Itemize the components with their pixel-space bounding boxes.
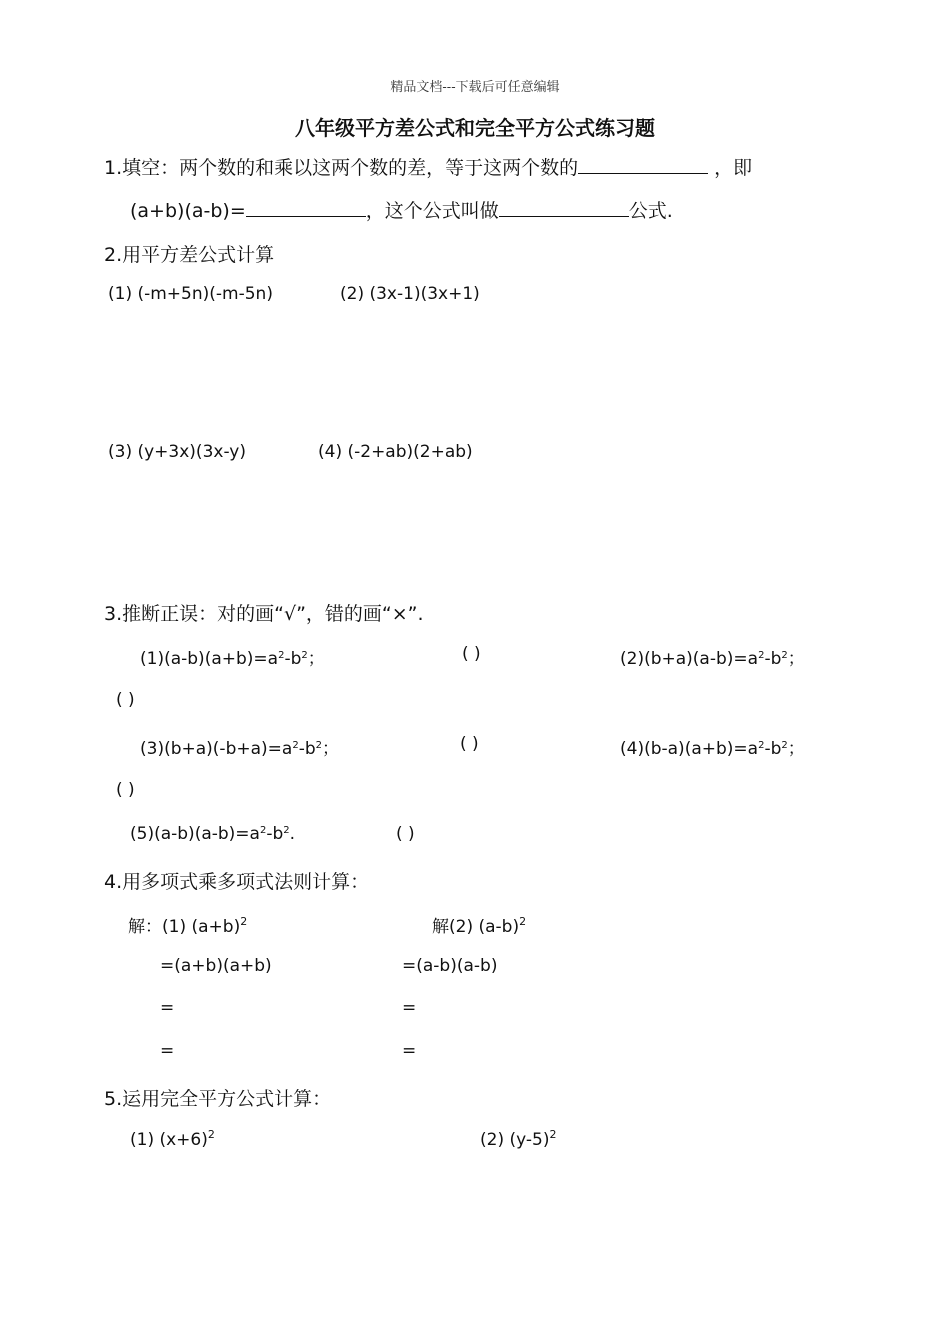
page-title: 八年级平方差公式和完全平方公式练习题: [295, 116, 655, 140]
q1-text-mid: ，这个公式叫做: [365, 200, 499, 222]
q1-text-end: ，即: [714, 157, 753, 179]
exp: 2: [781, 650, 788, 661]
q3-answer-2[interactable]: ( ): [116, 690, 135, 710]
q3-item-4: [620, 734, 805, 759]
q1-line1: [104, 153, 752, 180]
q4-left-expr: 解：(1) (a+b): [128, 917, 241, 937]
exp: 2: [758, 650, 765, 661]
semicolon: ；: [787, 739, 805, 759]
q1-text-tail: 公式.: [628, 200, 673, 222]
period: .: [289, 824, 296, 844]
q1-line2: [130, 196, 673, 223]
exp: 2: [292, 740, 299, 751]
q3-answer-5[interactable]: ( ): [396, 824, 415, 844]
q3-item-2-b: -b: [764, 649, 782, 669]
exp: 2: [207, 1128, 215, 1141]
q5-heading: 5.运用完全平方公式计算：: [104, 1088, 332, 1110]
q3-item-1-lhs: (1)(a-b)(a+b)=a: [140, 649, 279, 669]
semicolon: ；: [322, 739, 339, 759]
q3-item-5-lhs: (5)(a-b)(a-b)=a: [130, 824, 260, 844]
exp: 2: [519, 915, 527, 928]
exp: 2: [240, 915, 248, 928]
q1-blank-1[interactable]: [578, 155, 708, 174]
q1-blank-3[interactable]: [499, 198, 629, 217]
q5-problem-2: [480, 1128, 556, 1150]
q3-item-3-lhs: (3)(b+a)(-b+a)=a: [140, 739, 293, 759]
page-header: 精品文档---下载后可任意编辑: [390, 80, 560, 95]
q1-text: 1.填空：两个数的和乘以这两个数的差，等于这两个数的: [104, 157, 579, 179]
q3-item-5: [130, 824, 295, 844]
q3-answer-4[interactable]: ( ): [116, 780, 135, 800]
q4-heading: 4.用多项式乘多项式法则计算：: [104, 871, 370, 893]
exp: 2: [283, 825, 290, 836]
exp: 2: [301, 650, 308, 661]
q3-item-2-lhs: (2)(b+a)(a-b)=a: [620, 649, 759, 669]
semicolon: ；: [787, 649, 805, 669]
q3-item-4-lhs: (4)(b-a)(a+b)=a: [620, 739, 759, 759]
q3-answer-1[interactable]: ( ): [462, 644, 481, 664]
q4-right-step-1: =(a-b)(a-b): [402, 956, 498, 976]
q1-blank-2[interactable]: [246, 198, 366, 217]
q3-item-4-b: -b: [764, 739, 782, 759]
q5-problem-1: [130, 1128, 215, 1150]
q3-item-3: [140, 734, 339, 759]
q3-item-1-b: -b: [284, 649, 302, 669]
semicolon: ；: [307, 649, 325, 669]
exp: 2: [781, 740, 788, 751]
exp: 2: [278, 650, 285, 661]
q2-problem-1: (1) (-m+5n)(-m-5n): [108, 284, 273, 304]
q2-problem-2: (2) (3x-1)(3x+1): [340, 284, 480, 304]
q1-expr: (a+b)(a-b)=: [130, 200, 246, 222]
q5-problem-1-expr: (1) (x+6): [130, 1130, 208, 1150]
q4-left-step-1: =(a+b)(a+b): [160, 956, 272, 976]
exp: 2: [259, 825, 267, 836]
q4-left-head: [128, 912, 247, 937]
q5-problem-2-expr: (2) (y-5): [480, 1130, 550, 1150]
q4-right-step-2: =: [402, 998, 417, 1018]
q3-answer-3[interactable]: ( ): [460, 734, 479, 754]
q4-left-step-3: =: [160, 1041, 175, 1061]
q3-item-3-b: -b: [298, 739, 316, 759]
q2-heading: 2.用平方差公式计算: [104, 244, 275, 266]
exp: 2: [549, 1128, 557, 1141]
q4-left-step-2: =: [160, 998, 175, 1018]
q3-item-5-b: -b: [266, 824, 284, 844]
q2-problem-4: (4) (-2+ab)(2+ab): [318, 442, 473, 462]
q4-right-expr: 解(2) (a-b): [432, 917, 520, 937]
q3-heading: 3.推断正误：对的画“√”，错的画“×”.: [104, 603, 424, 625]
q2-problem-3: (3) (y+3x)(3x-y): [108, 442, 246, 462]
q4-right-step-3: =: [402, 1041, 417, 1061]
q3-item-1: [140, 644, 325, 669]
q4-right-head: [432, 912, 526, 937]
exp: 2: [315, 740, 322, 751]
q3-item-2: [620, 644, 805, 669]
exp: 2: [758, 740, 765, 751]
